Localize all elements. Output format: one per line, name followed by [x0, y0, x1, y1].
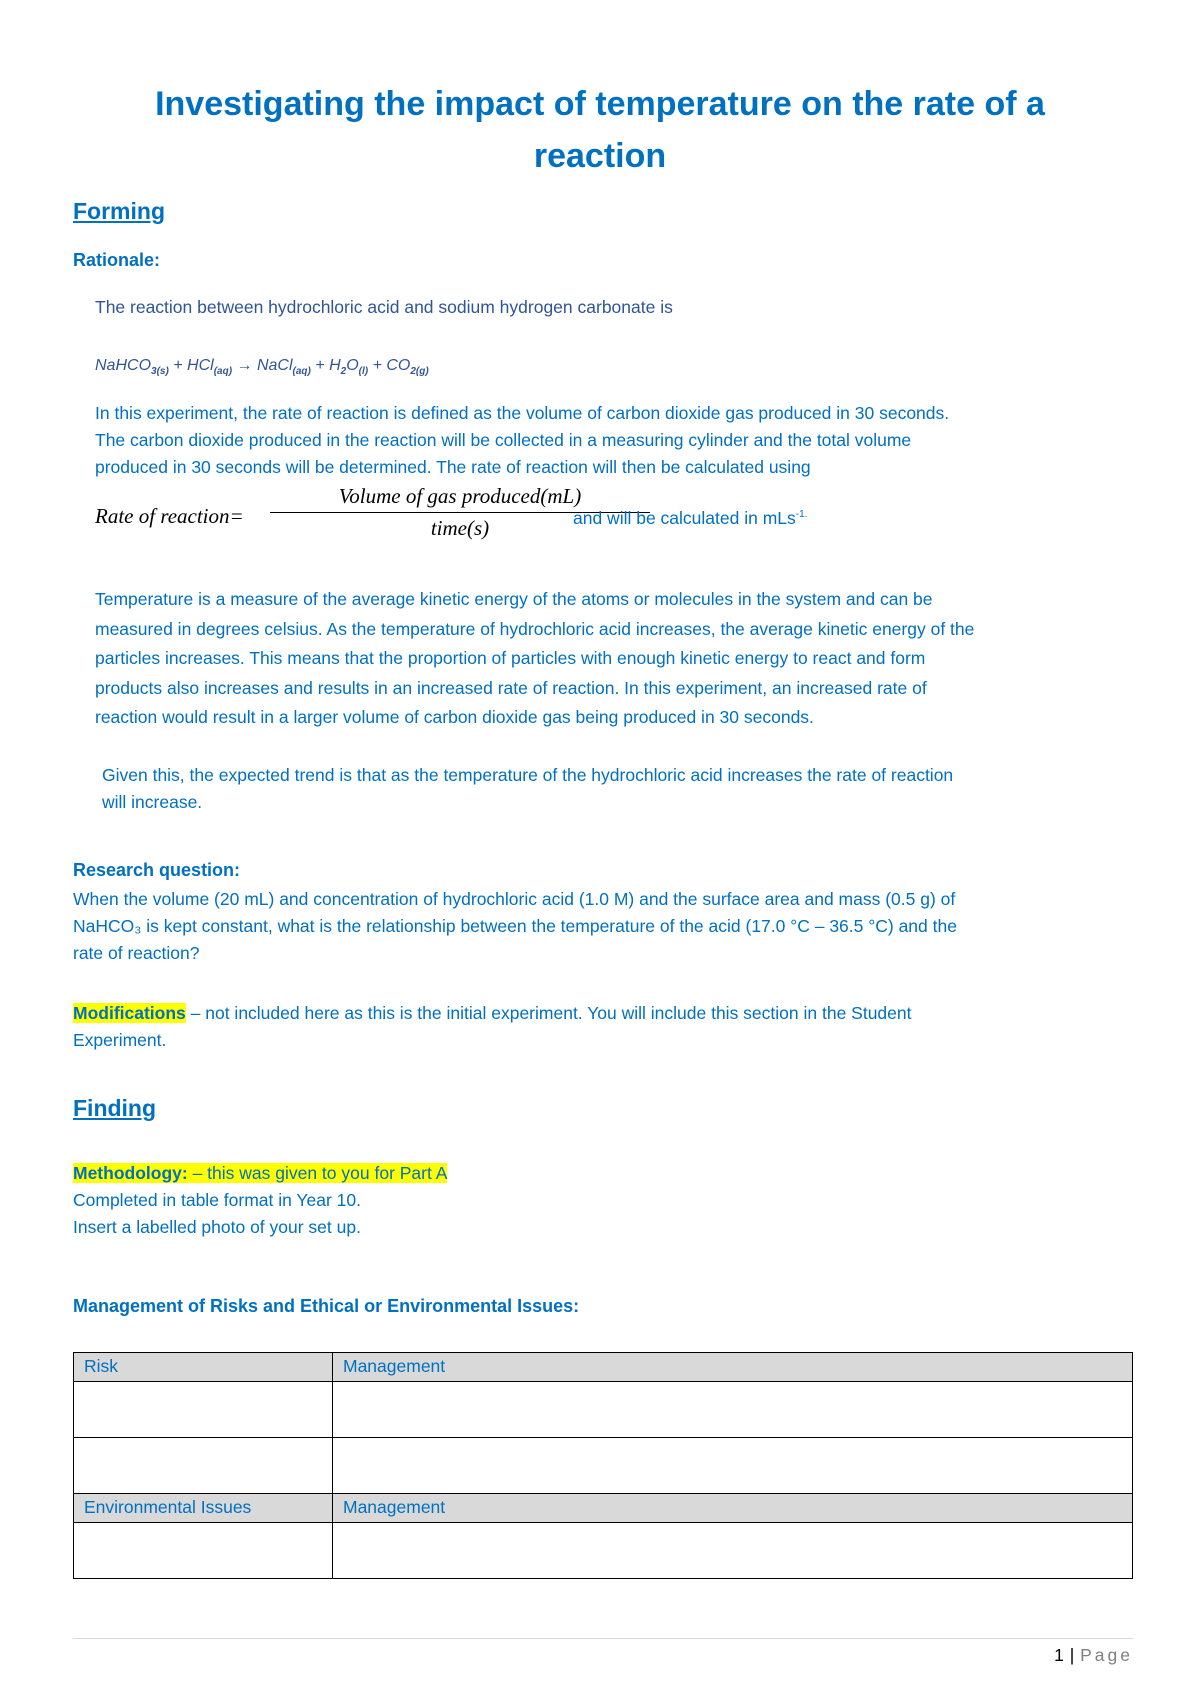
table-cell[interactable] — [333, 1523, 1133, 1579]
table-cell[interactable] — [74, 1438, 333, 1494]
table-header-management: Management — [333, 1494, 1133, 1523]
formula-lhs: Rate of reaction= — [95, 504, 244, 528]
formula-numerator: Volume of gas produced(mL) — [270, 484, 650, 513]
risks-table — [73, 1352, 1133, 1579]
document-title: Investigating the impact of temperature on the rate of a reaction — [155, 85, 1045, 175]
research-question-heading: Research question: — [73, 860, 241, 880]
modifications-label: Modifications — [73, 1003, 186, 1023]
methodology-label: Methodology: — [73, 1163, 188, 1183]
table-cell[interactable] — [74, 1382, 333, 1438]
rationale-paragraph-3: Given this, the expected trend is that as the temperature of the hydrochloric acid increases the rate of reaction will increase. — [102, 765, 954, 812]
table-header-risk: Risk — [74, 1353, 333, 1382]
formula-units: and will be calculated in mLs$^{-1.}$ — [573, 508, 808, 528]
rationale-intro: The reaction between hydrochloric acid and sodium hydrogen carbonate is — [95, 297, 673, 317]
modifications-block: Modifications – not included here as this is the initial experiment. You will include this section in the Student Experiment. — [73, 1003, 912, 1050]
risks-heading: Management of Risks and Ethical or Environmental Issues: — [73, 1296, 580, 1316]
table-row — [74, 1438, 1133, 1494]
forming-heading: Forming — [73, 198, 165, 224]
table-row — [74, 1382, 1133, 1438]
table-cell[interactable] — [333, 1382, 1133, 1438]
rationale-paragraph-1: In this experiment, the rate of reaction is defined as the volume of carbon dioxide gas produced in 30 seconds. The carbon dioxide produced in the reaction will be collected in a measuring cylinder and the total volume produced in 30 seconds will be determined. The rate of reaction will then be calculated using — [95, 403, 950, 477]
table-header-row — [74, 1494, 1133, 1523]
rationale-paragraph-2: Temperature is a measure of the average kinetic energy of the atoms or molecules in the system and can be measured in degrees celsius. As the temperature of hydrochloric acid increases, the average kinetic energy of the particles increases. This means that the proportion of particles with enough kinetic energy to react and form products also increases and results in an increased rate of reaction. In this experiment, an increased rate of reaction would result in a larger volume of carbon dioxide gas being produced in 30 seconds. — [95, 589, 975, 727]
page-footer: 1 | Page — [1054, 1645, 1133, 1665]
research-question-text: When the volume (20 mL) and concentration of hydrochloric acid (1.0 M) and the surface area and mass (0.5 g) of NaHCO₃ is kept constant, what is the relationship between the temperature of the acid (17.0 °C – 36.5 °C) and the rate of reaction? — [73, 889, 957, 963]
table-cell[interactable] — [74, 1523, 333, 1579]
table-header-management: Management — [333, 1353, 1133, 1382]
rationale-heading: Rationale: — [73, 250, 161, 270]
methodology-block: Methodology: – this was given to you for Part A Completed in table format in Year 10. Insert a labelled photo of your set up. — [73, 1163, 448, 1237]
reaction-equation: NaHCO$_{3(s)}$ + HCl$_{(aq)}$ → NaCl$_{(aq)}$ + $H_2O_{(l)} + CO_{2(g)}$ — [95, 357, 429, 378]
rate-formula — [95, 484, 995, 554]
table-header-environmental: Environmental Issues — [74, 1494, 333, 1523]
finding-heading: Finding — [73, 1095, 157, 1121]
formula-denominator: time(s) — [430, 516, 490, 540]
table-header-row — [74, 1353, 1133, 1382]
page-number: 1 — [1054, 1645, 1065, 1665]
table-cell[interactable] — [333, 1438, 1133, 1494]
table-row — [74, 1523, 1133, 1579]
footer-divider — [73, 1638, 1133, 1639]
